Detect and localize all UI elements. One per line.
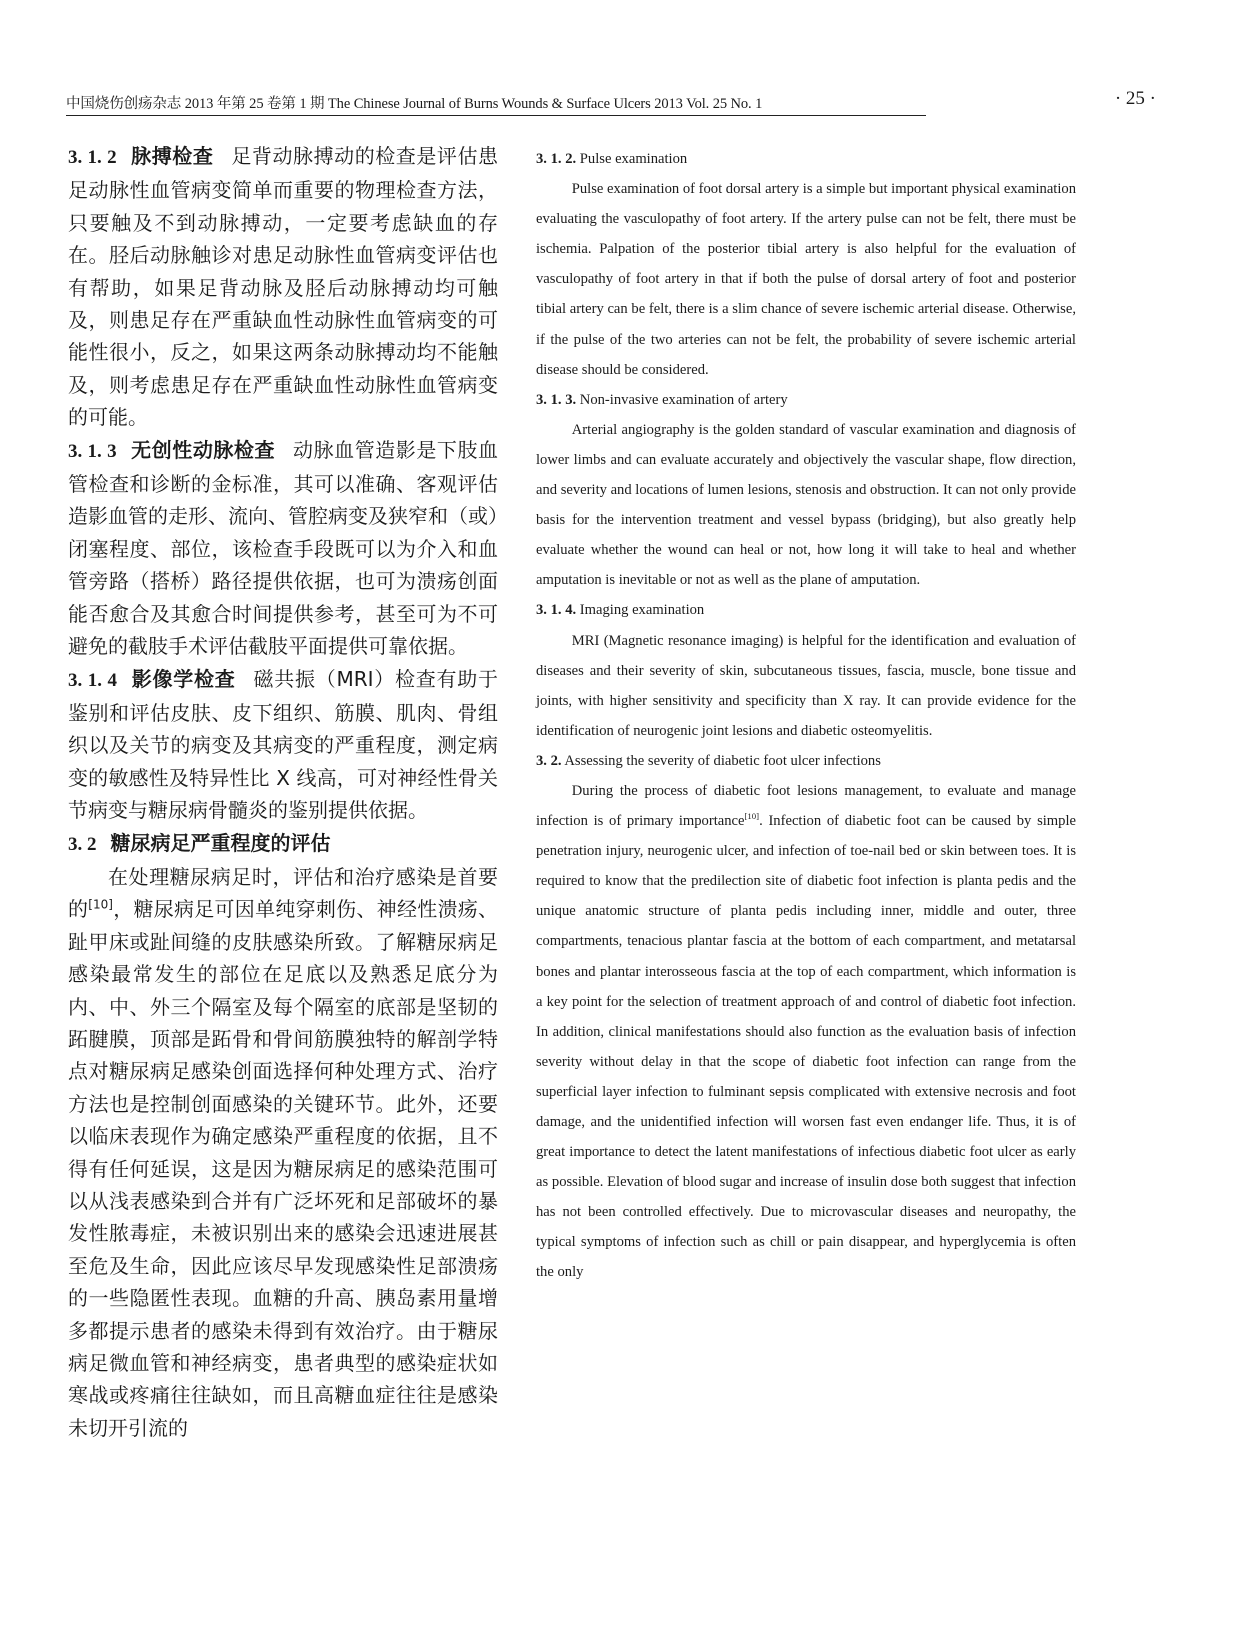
journal-line: 中国烧伤创疡杂志 2013 年第 25 卷第 1 期 The Chinese Journal of Burns Wounds & Surface Ulcers 2013 Vol. 25 No. 1 (66, 96, 763, 112)
zh-section-3-2-heading (68, 827, 498, 861)
en-section-number: 3. 1. 3. (536, 391, 577, 408)
en-section-3-1-3-body: Arterial angiography is the golden standard of vascular examination and diagnosis of lower limbs and can evaluate accurately and objectively the vascular shape, flow direction, and severity and locations of lumen lesions, stenosis and obstruction. It can not only provide basis for the intervention treatment and vessel bypass (bridging), but also greatly help evaluate whether the wound can heal or not, how long it will take to heal and whether amputation is inevitable or not as well as the plane of amputation. (536, 421, 1076, 589)
en-body-text: . Infection of diabetic foot can be caused by simple penetration injury, neurogenic ulcer, and infection of toe-nail bed or skin between toes. It is required to know that the predilection site of diabetic foot infection is planta pedis and the unique anatomic structure of planta pedis including inner, middle and outer, three compartments, tenacious plantar fascia at the bottom of each compartment, and metatarsal bones and plantar interosseous fascia at the top of each compartment, which information is a key point for the selection of treatment approach of and control of diabetic foot infection. In addition, clinical manifestations should also function as the evaluation basis of infection severity without delay in that the scope of diabetic foot infection can range from the superficial layer infection to fulminant sepsis complicated with extensive necrosis and foot damage, and the unidentified infection will worsen fast even endanger life. Thus, it is of great importance to detect the latent manifestations of infectious diabetic foot ulcer as early as possible. Elevation of blood sugar and increase of insulin dose both suggest that infection has not been controlled effectively. Due to microvascular diseases and neuropathy, the typical symptoms of infection such as chill or pain disappear, and hyperglycemia is often the only (536, 813, 1076, 1281)
en-section-title: Non-invasive examination of artery (579, 391, 788, 408)
zh-citation: [10] (88, 897, 113, 912)
en-section-3-1-3-heading (536, 385, 1076, 415)
zh-body-text: ，糖尿病足可因单纯穿刺伤、神经性溃疡、趾甲床或趾间缝的皮肤感染所致。了解糖尿病足感染最常发生的部位在足底以及熟悉足底分为内、中、外三个隔室及每个隔室的底部是坚韧的跖腱膜，顶部是跖骨和骨间筋膜独特的解剖学特点对糖尿病足感染创面选择何种处理方式、治疗方法也是控制创面感染的关键环节。此外，还要以临床表现作为确定感染严重程度的依据，且不得有任何延误，这是因为糖尿病足的感染范围可以从浅表感染到合并有广泛坏死和足部破坏的暴发性脓毒症，未被识别出来的感染会迅速进展甚至危及生命，因此应该尽早发现感染性足部溃疡的一些隐匿性表现。血糖的升高、胰岛素用量增多都提示患者的感染未得到有效治疗。由于糖尿病足微血管和神经病变，患者典型的感染症状如寒战或疼痛往往缺如，而且高糖血症往往是感染未切开引流的 (68, 897, 499, 1440)
en-section-number: 3. 2. (536, 752, 562, 769)
zh-section-3-2-body (68, 861, 498, 1444)
en-section-3-2-body (536, 776, 1076, 1288)
zh-section-title: 无创性动脉检查 (130, 437, 276, 462)
zh-section-title: 糖尿病足严重程度的评估 (110, 830, 331, 855)
zh-body-text: 在处理糖尿病足时，评估和治疗感染是首要的 (68, 864, 498, 922)
zh-section-number: 3. 1. 2 (68, 147, 117, 168)
zh-section-number: 3. 1. 4 (68, 669, 117, 691)
en-section-3-2-heading (536, 746, 1076, 776)
page-number: · 25 · (1114, 88, 1156, 109)
zh-section-3-1-2 (68, 140, 498, 434)
en-section-3-1-4-body: MRI (Magnetic resonance imaging) is helpful for the identification and evaluation of diseases and their severity of skin, subcutaneous tissues, fascia, muscle, bone tissue and joints, with higher sensitivity and specificity than X ray. It can provide evidence for the identification of neurogenic joint lesions and diabetic osteomyelitis. (536, 632, 1076, 739)
en-section-title: Assessing the severity of diabetic foot ulcer infections (564, 752, 881, 769)
zh-section-body: 磁共振（MRI）检查有助于鉴别和评估皮肤、皮下组织、筋膜、肌肉、骨组织以及关节的病变及其病变的严重程度，测定病变的敏感性及特异性比 X 线高，可对神经性骨关节病变与糖尿病骨髓炎的鉴别提供依据。 (68, 666, 499, 823)
zh-section-title: 影像学检查 (131, 666, 236, 691)
en-body-text: During the process of diabetic foot lesions management, to evaluate and manage infection is of primary importance (536, 782, 1076, 830)
zh-section-3-1-3 (68, 434, 498, 663)
zh-section-body: 动脉血管造影是下肢血管检查和诊断的金标准，其可以准确、客观评估造影血管的走形、流向、管腔病变及狭窄和（或）闭塞程度、部位，该检查手段既可以为介入和血管旁路（搭桥）路径提供依据，也可为溃疡创面能否愈合及其愈合时间提供参考，甚至可为不可避免的截肢手术评估截肢平面提供可靠依据。 (68, 437, 499, 659)
en-section-3-1-2-body: Pulse examination of foot dorsal artery is a simple but important physical examination evaluating the vasculopathy of foot artery. If the artery pulse can not be felt, there must be ischemia. Palpation of the posterior tibial artery is also helpful for the evaluation of vasculopathy of foot artery in that if both the pulse of dorsal artery of foot and posterior tibial artery can be felt, there is a slim chance of severe ischemic arterial disease. Otherwise, if the pulse of the two arteries can not be felt, the probability of severe ischemic arterial disease should be considered. (536, 181, 1076, 378)
en-section-3-1-2-heading (536, 144, 1076, 174)
zh-section-number: 3. 2 (68, 833, 97, 855)
chinese-column (68, 140, 498, 1444)
zh-section-body: 足背动脉搏动的检查是评估患足动脉性血管病变简单而重要的物理检查方法，只要触及不到动脉搏动，一定要考虑缺血的存在。胫后动脉触诊对患足动脉性血管病变评估也有帮助，如果足背动脉及胫后动脉搏动均可触及，则患足存在严重缺血性动脉性血管病变的可能性很小，反之，如果这两条动脉搏动均不能触及，则考虑患足存在严重缺血性动脉性血管病变的可能。 (68, 144, 499, 430)
en-section-title: Pulse examination (579, 151, 688, 167)
zh-section-title: 脉搏检查 (130, 144, 214, 168)
en-section-3-1-4-heading (536, 595, 1076, 625)
running-header (66, 88, 1156, 114)
en-section-number: 3. 1. 4. (536, 602, 577, 619)
zh-section-number: 3. 1. 3 (68, 440, 117, 462)
header-rule (66, 115, 926, 116)
en-section-number: 3. 1. 2. (536, 151, 577, 167)
zh-section-3-1-4 (68, 663, 498, 827)
english-column (536, 144, 1076, 1288)
en-section-title: Imaging examination (579, 602, 705, 619)
en-citation: [10] (744, 811, 760, 822)
